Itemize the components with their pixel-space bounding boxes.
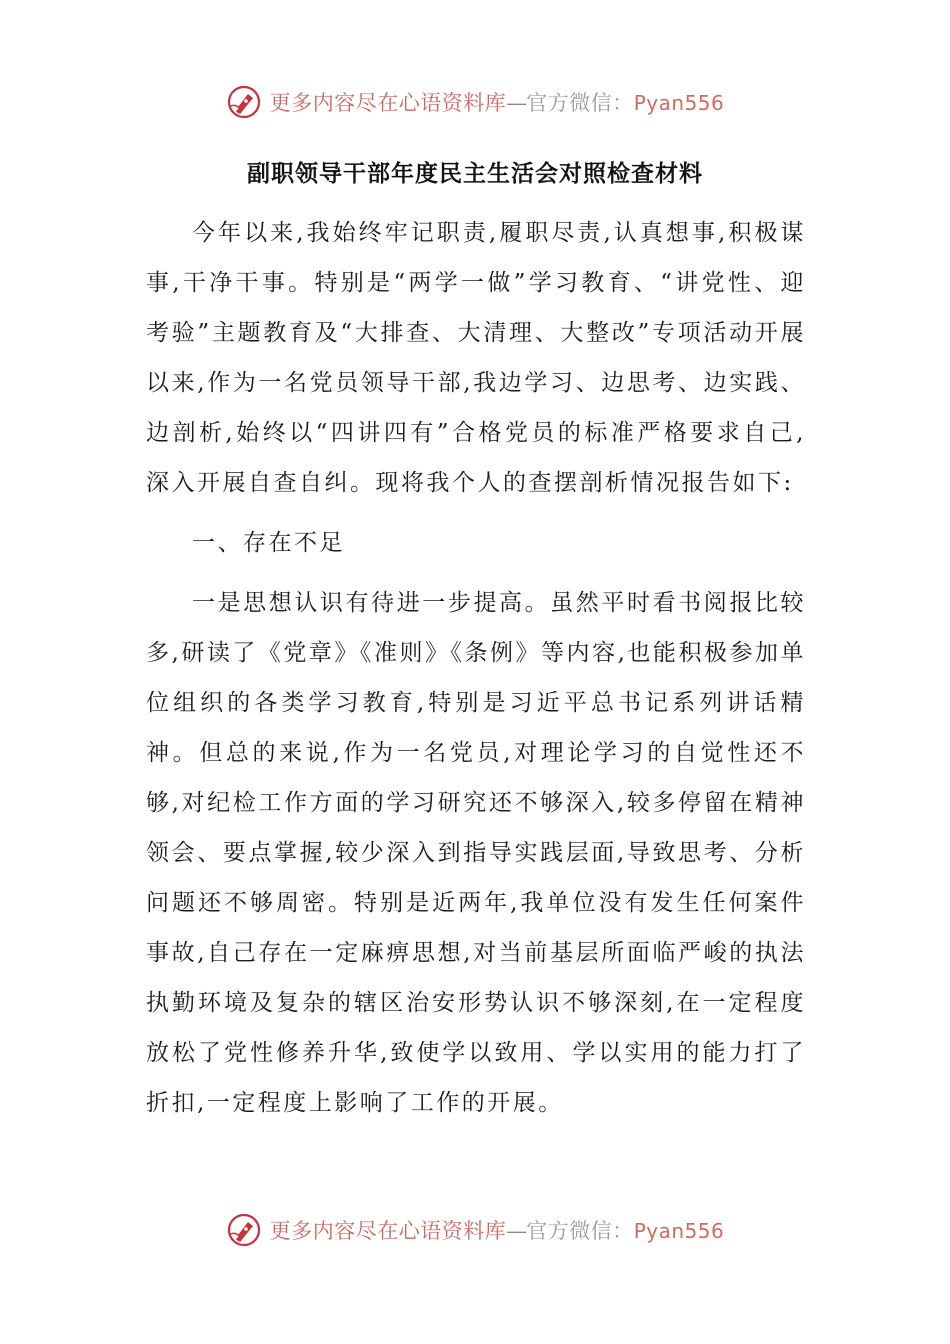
header-banner-wechat: 官方微信： (526, 91, 634, 115)
intro-paragraph: 今年以来,我始终牢记职责,履职尽责,认真想事,积极谋事,干净干事。特别是“两学一做”学习教育、“讲党性、迎考验”主题教育及“大排查、大清理、大整改”专项活动开展以来,作为一名党员领导干部,我边学习、边思考、边实践、边剖析,始终以“四讲四有”合格党员的标准严格要求自己,深入开展自查自纠。现将我个人的查摆剖析情况报告如下: (146, 220, 806, 496)
footer-banner-wechat: 官方微信： (526, 1219, 634, 1243)
footer-banner-account: Pyan556 (633, 1219, 725, 1243)
section1-paragraph-1: 一是思想认识有待进一步提高。虽然平时看书阅报比较多,研读了《党章》《准则》《条例》等内容,也能积极参加单位组织的各类学习教育,特别是习近平总书记系列讲话精神。但总的来说,作为一名党员,对理论学习的自觉性还不够,对纪检工作方面的学习研究还不够深入,较多停留在精神领会、要点掌握,较少深入到指导实践层面,导致思考、分析问题还不够周密。特别是近两年,我单位没有发生任何案件事故,自己存在一定麻痹思想,对当前基层所面临严峻的执法执勤环境及复杂的辖区治安形势认识不够深刻,在一定程度放松了党性修养升华,致使学以致用、学以实用的能力打了折扣,一定程度上影响了工作的开展。 (146, 590, 806, 1116)
pen-nib-logo-icon (226, 1212, 262, 1248)
section-heading-1: 一、存在不足 (192, 530, 345, 556)
footer-banner (0, 1210, 950, 1250)
header-banner-label: 更多内容尽在心语资料库 (269, 91, 507, 115)
pen-nib-logo-icon (226, 84, 262, 120)
footer-banner-separator: — (506, 1219, 527, 1243)
document-body (146, 208, 806, 1138)
footer-banner-text (270, 1215, 725, 1245)
document-title: 副职领导干部年度民主生活会对照检查材料 (247, 161, 703, 187)
header-banner-account: Pyan556 (633, 91, 725, 115)
header-banner-text (270, 87, 725, 117)
footer-banner-label: 更多内容尽在心语资料库 (269, 1219, 507, 1243)
header-banner (0, 82, 950, 122)
header-banner-separator: — (506, 91, 527, 115)
